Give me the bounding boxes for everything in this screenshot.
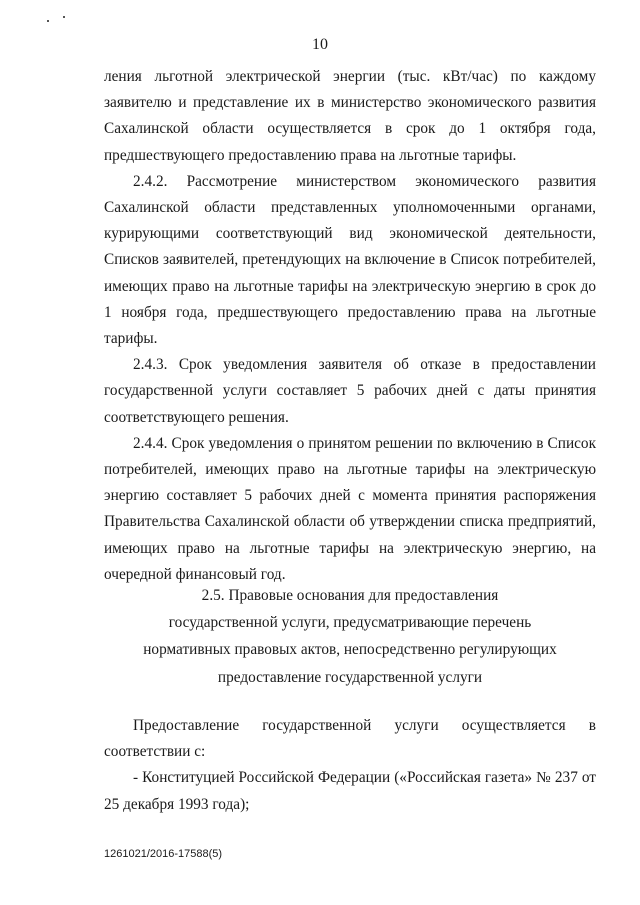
page-number: 10 (312, 36, 328, 53)
document-code: 1261021/2016-17588(5) (104, 848, 223, 860)
body-section-2-5 (104, 713, 596, 818)
list-item-constitution: - Конституцией Российской Федерации («Российская газета» № 237 от 25 декабря 1993 года); (104, 769, 596, 813)
paragraph-2-4-3: 2.4.3. Срок уведомления заявителя об отказе в предоставлении государственной услуги составляет 5 рабочих дней с даты принятия соответствующего решения. (104, 356, 596, 426)
heading-line: государственной услуги, предусматривающие перечень (168, 614, 532, 632)
paragraph-2-4-2: 2.4.2. Рассмотрение министерством экономического развития Сахалинской области представленных уполномоченными органами, курирующими соответствующий вид экономической деятельности, Списков заявителей, претендующих на включение в Список потребителей, имеющих право на льготные тарифы на электрическую энергию в срок до 1 ноября года, предшествующего предоставлению права на льготные тарифы. (104, 172, 596, 348)
paragraph-2-4-4: 2.4.4. Срок уведомления о принятом решении по включению в Список потребителей, имеющих право на льготные тарифы на электрическую энергию составляет 5 рабочих дней с момента принятия распоряжения Правительства Сахалинской области об утверждении списка предприятий, имеющих право на льготные тарифы на электрическую энергию, на очередной финансовый год. (104, 434, 596, 583)
scan-artifact (47, 20, 49, 22)
heading-line: нормативных правовых актов, непосредственно регулирующих (143, 641, 557, 659)
paragraph-continuation: ления льготной электрической энергии (тыс. кВт/час) по каждому заявителю и представление их в министерство экономического развития Сахалинской области осуществляется в срок до 1 октября года, предшествующего предоставлению права на льготные тарифы. (104, 68, 596, 164)
body-section-2-4 (104, 64, 596, 588)
heading-line: 2.5. Правовые основания для предоставления (201, 587, 499, 604)
heading-line: предоставление государственной услуги (217, 668, 483, 686)
paragraph-intro: Предоставление государственной услуги осуществляется в соответствии с: (104, 717, 596, 761)
section-heading-2-5 (104, 582, 596, 691)
scan-artifact (63, 16, 65, 18)
